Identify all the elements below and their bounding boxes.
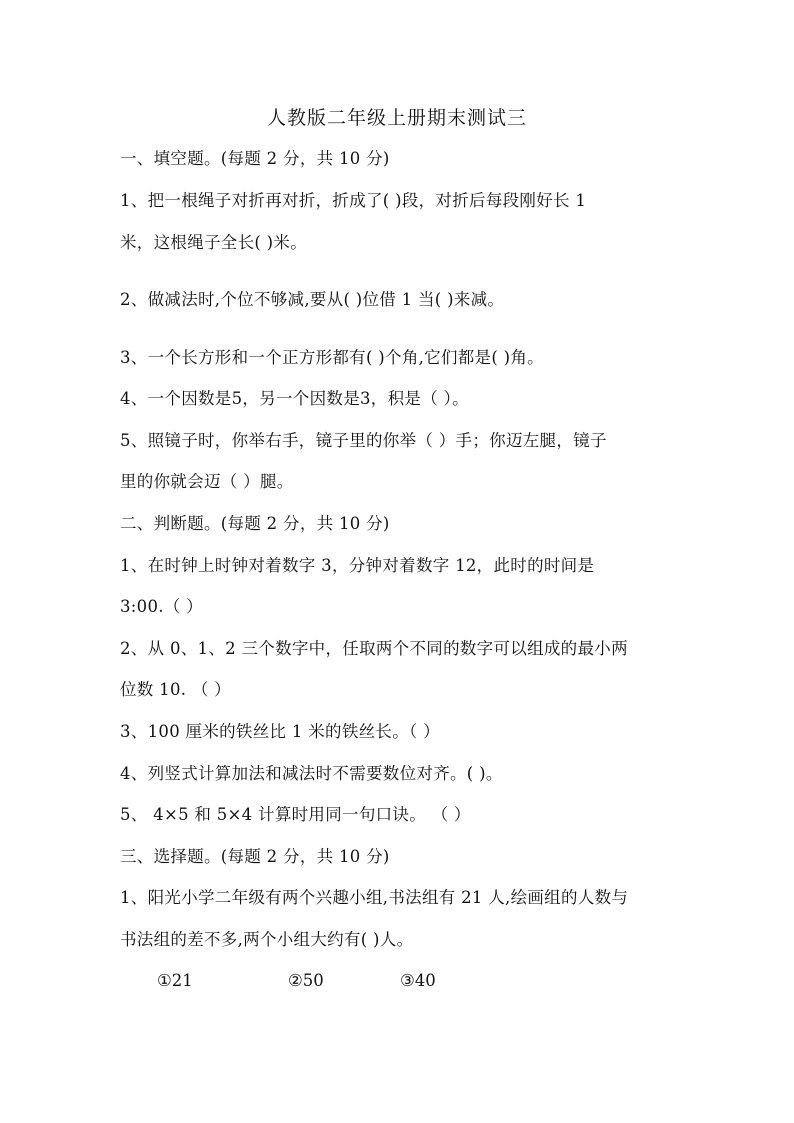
choice-option: ①21 bbox=[157, 971, 193, 990]
question-text: 3、100 厘米的铁丝比 1 米的铁丝长。（ ） bbox=[120, 722, 440, 741]
question-text: 3:00.（ ） bbox=[120, 597, 203, 616]
question-text: 里的你就会迈（ ）腿。 bbox=[120, 472, 294, 491]
question-text: 3、一个长方形和一个正方形都有( )个角,它们都是( )角。 bbox=[120, 348, 544, 367]
question-text: 4、一个因数是5，另一个因数是3，积是（ ）。 bbox=[120, 389, 469, 408]
question-text: 5、照镜子时，你举右手，镜子里的你举（ ）手；你迈左腿，镜子 bbox=[120, 431, 607, 450]
question-text: 1、把一根绳子对折再对折，折成了( )段，对折后每段刚好长 1 bbox=[120, 191, 587, 210]
question-text: 1、在时钟上时钟对着数字 3，分钟对着数字 12，此时的时间是 bbox=[120, 556, 595, 575]
question-text: 5、 4×5 和 5×4 计算时用同一句口诀。 （ ） bbox=[120, 805, 471, 824]
question-text: 2、从 0、1、2 三个数字中，任取两个不同的数字可以组成的最小两 bbox=[120, 639, 628, 658]
question-text: 书法组的差不多,两个小组大约有( )人。 bbox=[120, 930, 414, 949]
section-heading-true-false: 二、判断题。(每题 2 分，共 10 分) bbox=[120, 514, 390, 533]
choice-option: ③40 bbox=[400, 971, 436, 990]
choice-option: ②50 bbox=[288, 971, 324, 990]
question-text: 位数 10. （ ） bbox=[120, 680, 231, 699]
question-text: 米，这根绳子全长( )米。 bbox=[120, 233, 308, 252]
question-text: 2、做减法时,个位不够减,要从( )位借 1 当( )来减。 bbox=[120, 290, 505, 309]
question-text: 4、列竖式计算加法和减法时不需要数位对齐。( )。 bbox=[120, 764, 503, 783]
section-heading-multiple-choice: 三、选择题。(每题 2 分，共 10 分) bbox=[120, 847, 390, 866]
section-heading-fill-blank: 一、填空题。(每题 2 分，共 10 分) bbox=[120, 149, 390, 168]
question-text: 1、阳光小学二年级有两个兴趣小组,书法组有 21 人,绘画组的人数与 bbox=[120, 888, 629, 907]
page-title: 人教版二年级上册期末测试三 bbox=[266, 107, 527, 129]
